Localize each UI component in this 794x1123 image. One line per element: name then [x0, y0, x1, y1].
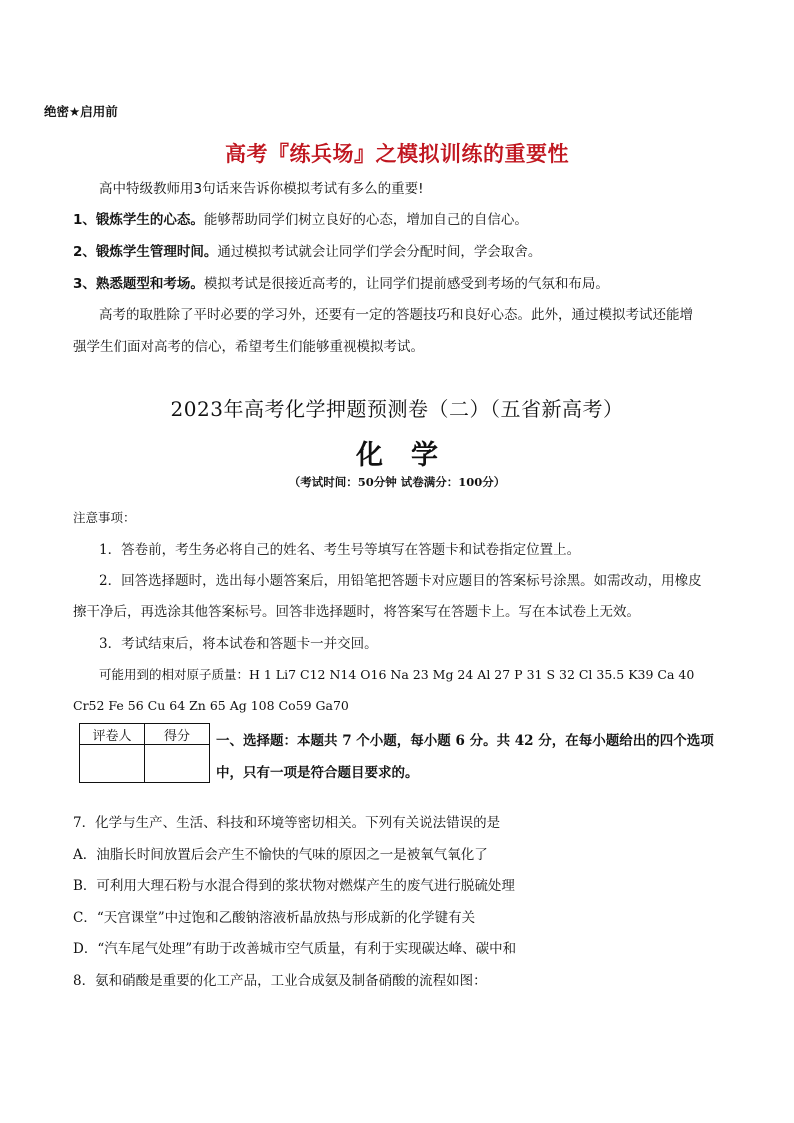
notes-heading: 注意事项：	[73, 510, 136, 525]
confidential-label: 绝密★启用前	[44, 104, 118, 119]
exam-subject: 化学	[356, 440, 466, 471]
intro-point-3-head: 3、熟悉题型和考场。	[73, 276, 204, 292]
atomic-mass-line-2: Cr52 Fe 56 Cu 64 Zn 65 Ag 108 Co59 Ga70	[73, 698, 349, 713]
section-heading-line-2: 中，只有一项是符合题目要求的。	[216, 765, 419, 781]
intro-point-3	[73, 275, 609, 293]
intro-lead: 高中特级教师用3句话来告诉你模拟考试有多么的重要!	[99, 181, 424, 197]
notes-item-1: 1．答卷前，考生务必将自己的姓名、考生号等填写在答题卡和试卷指定位置上。	[99, 542, 581, 558]
section-heading-line-1: 一、选择题：本题共 7 个小题，每小题 6 分。共 42 分，在每小题给出的四个选项	[216, 733, 714, 749]
intro-title: 高考『练兵场』之模拟训练的重要性	[225, 142, 569, 166]
question-7-option-b: B．可利用大理石粉与水混合得到的浆状物对燃煤产生的废气进行脱硫处理	[73, 878, 515, 894]
question-7-option-a: A．油脂长时间放置后会产生不愉快的气味的原因之一是被氧气氧化了	[73, 847, 488, 863]
intro-point-2-body: 通过模拟考试就会让同学们学会分配时间，学会取舍。	[217, 244, 542, 260]
intro-point-1-head: 1、锻炼学生的心态。	[73, 212, 204, 228]
score-table-score-header: 得分	[145, 724, 210, 745]
score-table	[79, 723, 210, 783]
exam-title: 2023年高考化学押题预测卷（二）（五省新高考）	[170, 397, 624, 421]
intro-point-2-head: 2、锻炼学生管理时间。	[73, 244, 218, 260]
question-7-option-c: C．“天宫课堂”中过饱和乙酸钠溶液析晶放热与形成新的化学键有关	[73, 910, 476, 926]
question-7-stem: 7．化学与生产、生活、科技和环境等密切相关。下列有关说法错误的是	[73, 815, 501, 831]
exam-time-info: （考试时间：50分钟 试卷满分：100分）	[288, 475, 506, 489]
intro-closing-line-2: 强学生们面对高考的信心，希望考生们能够重视模拟考试。	[73, 339, 424, 355]
intro-point-1-body: 能够帮助同学们树立良好的心态，增加自己的自信心。	[203, 212, 528, 228]
intro-point-3-body: 模拟考试是很接近高考的，让同学们提前感受到考场的气氛和布局。	[203, 276, 609, 292]
notes-item-2-line-2: 擦干净后，再选涂其他答案标号。回答非选择题时，将答案写在答题卡上。写在本试卷上无效。	[73, 604, 640, 620]
notes-item-2-line-1: 2．回答选择题时，选出每小题答案后，用铅笔把答题卡对应题目的答案标号涂黑。如需改动，用橡皮	[99, 573, 702, 589]
question-8-stem: 8．氨和硝酸是重要的化工产品，工业合成氨及制备硝酸的流程如图：	[73, 973, 487, 989]
intro-closing-line-1: 高考的取胜除了平时必要的学习外，还要有一定的答题技巧和良好心态。此外，通过模拟考试还能增	[99, 307, 693, 323]
atomic-mass-line-1: 可能用到的相对原子质量：H 1 Li7 C12 N14 O16 Na 23 Mg 24 Al 27 P 31 S 32 Cl 35.5 K39 Ca 40	[99, 667, 695, 682]
score-table-grader-cell	[80, 745, 145, 783]
intro-point-1	[73, 211, 528, 229]
question-7-option-d: D．“汽车尾气处理”有助于改善城市空气质量，有利于实现碳达峰、碳中和	[73, 941, 517, 957]
score-table-score-cell	[145, 745, 210, 783]
notes-item-3: 3．考试结束后，将本试卷和答题卡一并交回。	[99, 636, 378, 652]
score-table-grader-header: 评卷人	[80, 724, 145, 745]
intro-point-2	[73, 243, 541, 261]
